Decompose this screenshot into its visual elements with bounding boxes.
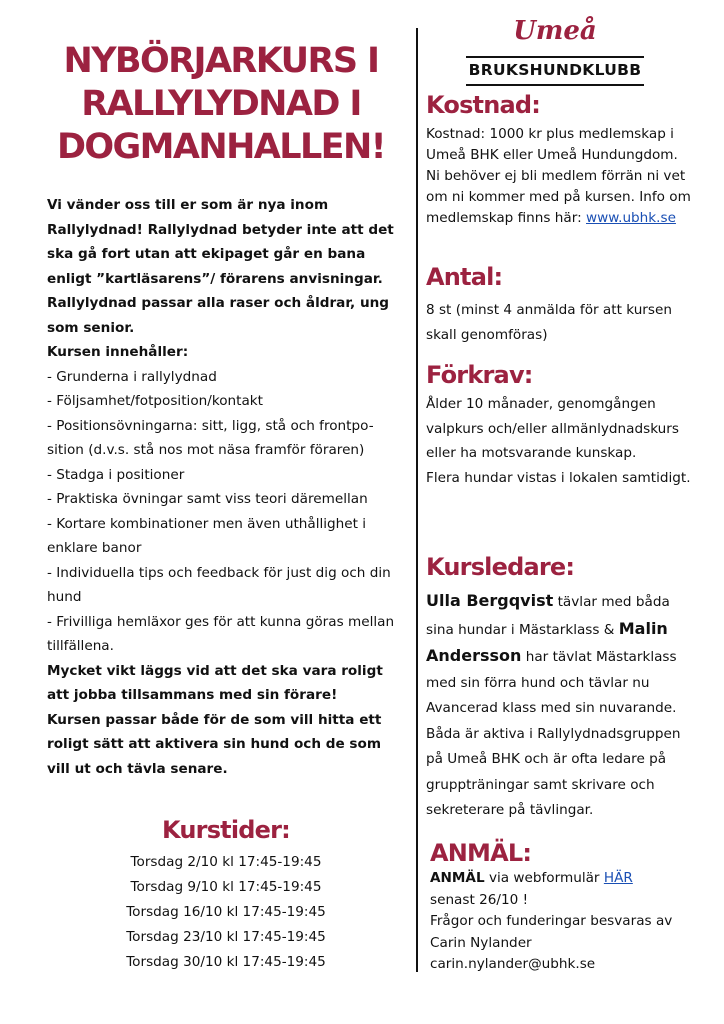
list-item: - Stadga i positioner [47,466,185,483]
schedule-item: Torsdag 16/10 kl 17:45-19:45 [126,904,326,920]
page-title [48,40,394,169]
list-item: - Följsamhet/fotposition/kontakt [47,393,264,409]
list-item: - Praktiska övningar samt viss teori däremellan [47,491,368,507]
schedule-item: Torsdag 23/10 kl 17:45-19:45 [126,929,326,945]
list-item: - Frivilliga hemläxor ges för att kunna göras mellan tillfällena. [47,613,395,654]
title-line: DOGMANHALLEN! [56,127,386,167]
leader-text: tävlar med båda sina hundar i Mästarklass & [426,594,670,638]
anmal-heading: ANMÄL: [430,839,532,867]
kurstider-heading: Kurstider: [162,816,290,844]
forkrav-text: Ålder 10 månader, genomgången valpkurs och/eller allmänlydnadskurs eller ha motsvarande kunskap. [426,396,679,462]
list-item: - Grunderna i rallylydnad [47,368,217,385]
anmal-text: via webformulär [488,870,600,886]
signup-link[interactable]: HÄR [603,870,633,886]
intro-paragraph: Rallylydnad passar alla raser och åldrar, ung som senior. [47,295,390,336]
leader-name: Malin Andersson [426,618,668,665]
antal-text: 8 st (minst 4 anmälda för att kursen skall genomföras) [426,302,672,343]
logo-rule-top [466,56,644,58]
list-item: - Individuella tips och feedback för just dig och din hund [47,564,391,605]
club-logo [464,14,646,78]
logo-script-text: Umeå [513,16,597,46]
kursledare-heading: Kursledare: [426,553,575,581]
membership-link[interactable]: www.ubhk.se [586,210,676,226]
content-list [47,365,399,659]
anmal-section [430,868,700,976]
forkrav-text: Flera hundar vistas i lokalen samtidigt. [426,469,691,486]
kursledare-section [426,588,696,824]
antal-heading: Antal: [426,263,503,291]
questions-text: Frågor och funderingar besvaras av Carin Nylander [430,913,673,951]
schedule-item: Torsdag 2/10 kl 17:45-19:45 [130,854,322,870]
closing-paragraph: Mycket vikt läggs vid att det ska vara roligt att jobba tillsammans med sin förare! [47,662,383,703]
logo-name: BRUKSHUNDKLUBB [468,61,642,79]
list-item: - Kortare kombinationer men även uthållighet i enklare banor [47,515,367,556]
kostnad-text: Kostnad: 1000 kr plus medlemskap i Umeå BHK eller Umeå Hundungdom. Ni behöver ej bli medlem förrän ni vet om ni kommer med på kursen. Info om medlemskap finns här: [426,126,691,226]
content-heading: Kursen innehåller: [47,344,189,360]
schedule-item: Torsdag 30/10 kl 17:45-19:45 [126,954,326,970]
kostnad-section [426,124,696,229]
kostnad-heading: Kostnad: [426,91,541,119]
leader-text: har tävlat Mästarklass med sin förra hund och tävlar nu Avancerad klass med sin nuvarande. Båda är aktiva i Rallylydnadsgruppen på Umeå BHK och är ofta ledare på gruppträningar samt skrivare och sekreterare på tävlingar. [426,649,681,818]
course-description [47,193,399,781]
intro-paragraph: Vi vänder oss till er som är nya inom Rallylydnad! Rallylydnad betyder inte att det ska gå fort utan att ekipaget går en bana enligt ”kartläsarens”/ förarens anvisningar. [47,197,394,287]
forkrav-section [426,392,696,490]
closing-paragraph: Kursen passar både för de som vill hitta ett roligt sätt att aktivera sin hund och de som vill ut och tävla senare. [47,711,382,777]
title-line: RALLYLYDNAD I [81,84,361,124]
schedule-item: Torsdag 9/10 kl 17:45-19:45 [130,879,322,895]
logo-rule-bottom [466,84,644,86]
list-item: - Positionsövningarna: sitt, ligg, stå och frontpo-sition (d.v.s. stå nos mot näsa framför föraren) [47,417,374,458]
deadline-text: senast 26/10 ! [430,891,529,908]
leader-name: Ulla Bergqvist [426,591,554,610]
schedule-list [48,850,404,975]
antal-section [426,298,696,348]
contact-email: carin.nylander@ubhk.se [430,956,596,972]
column-divider [416,28,418,972]
anmal-bold: ANMÄL [430,870,485,886]
title-line: NYBÖRJARKURS I [63,41,379,81]
forkrav-heading: Förkrav: [426,361,533,389]
